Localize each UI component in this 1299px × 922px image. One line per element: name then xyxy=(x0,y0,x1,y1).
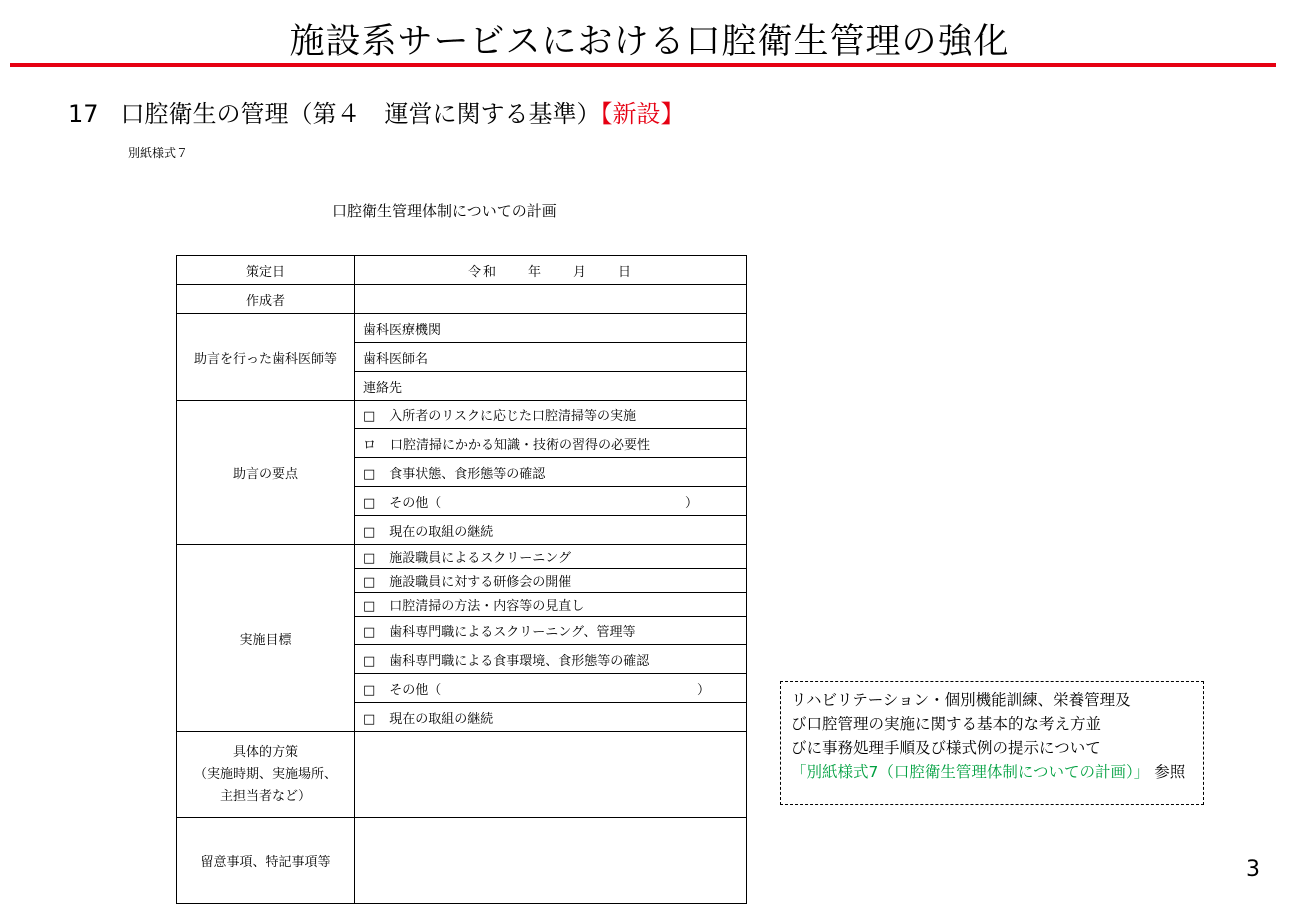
goal-option[interactable]: □ 歯科専門職によるスクリーニング、管理等 xyxy=(355,617,747,645)
checkbox-icon[interactable]: □ xyxy=(363,524,376,540)
advice-option-other[interactable]: □ その他（ ） xyxy=(355,487,747,516)
checkbox-icon[interactable]: □ xyxy=(363,409,376,424)
goal-option[interactable]: □ 施設職員に対する研修会の開催 xyxy=(355,569,747,593)
reference-link: 「別紙様式7（口腔衛生管理体制についての計画）」 xyxy=(791,763,1150,781)
checkbox-icon[interactable]: □ xyxy=(363,711,376,727)
table-row xyxy=(177,732,747,818)
title-underline xyxy=(10,63,1276,67)
table-row xyxy=(177,545,747,569)
goal-option[interactable]: □ 施設職員によるスクリーニング xyxy=(355,545,747,569)
checkbox-icon[interactable]: □ xyxy=(363,466,376,482)
goal-option[interactable]: □ 現在の取組の継続 xyxy=(355,703,747,732)
advice-option[interactable]: ロ 口腔清掃にかかる知識・技術の習得の必要性 xyxy=(355,429,747,458)
plan-form-table xyxy=(176,255,747,904)
table-row xyxy=(177,314,747,343)
reference-note: リハビリテーション・個別機能訓練、栄養管理及 び口腔管理の実施に関する基本的な考え方並 びに事務処理手順及び様式例の提示について 「別紙様式7（口腔衛生管理体制についての計画）」 参照 xyxy=(780,681,1204,805)
checkbox-icon[interactable]: ロ xyxy=(363,437,377,453)
section-heading xyxy=(68,94,685,129)
checkbox-icon[interactable]: □ xyxy=(363,625,376,640)
table-row xyxy=(177,285,747,314)
goals-label: 実施目標 xyxy=(177,545,355,732)
advice-option[interactable]: □ 現在の取組の継続 xyxy=(355,516,747,545)
section-heading-text: 口腔衛生の管理（第４ 運営に関する基準） xyxy=(120,100,601,128)
form-title: 口腔衛生管理体制についての計画 xyxy=(332,202,557,220)
advice-option[interactable]: □ 食事状態、食形態等の確認 xyxy=(355,458,747,487)
checkbox-icon[interactable]: □ xyxy=(363,495,376,511)
new-tag: 【新設】 xyxy=(600,100,685,128)
page-number: 3 xyxy=(1246,857,1260,882)
goal-option[interactable]: □ 口腔清掃の方法・内容等の見直し xyxy=(355,593,747,617)
checkbox-icon[interactable]: □ xyxy=(363,599,376,614)
date-label: 策定日 xyxy=(177,256,355,285)
advisor-label: 助言を行った歯科医師等 xyxy=(177,314,355,401)
advice-label: 助言の要点 xyxy=(177,401,355,545)
measures-label: 具体的方策 （実施時期、実施場所、 主担当者など） xyxy=(177,732,355,818)
measures-field[interactable] xyxy=(355,732,747,818)
advisor-contact-field[interactable]: 連絡先 xyxy=(355,372,747,401)
date-field[interactable] xyxy=(355,256,747,285)
author-label: 作成者 xyxy=(177,285,355,314)
advisor-dentist-field[interactable]: 歯科医師名 xyxy=(355,343,747,372)
document-number: 別紙様式７ xyxy=(128,146,189,160)
notes-label: 留意事項、特記事項等 xyxy=(177,818,355,904)
advisor-clinic-field[interactable]: 歯科医療機関 xyxy=(355,314,747,343)
date-value: 令和 年 月 日 xyxy=(467,264,633,280)
author-field[interactable] xyxy=(355,285,747,314)
checkbox-icon[interactable]: □ xyxy=(363,653,376,669)
checkbox-icon[interactable]: □ xyxy=(363,682,376,698)
advice-option[interactable]: □ 入所者のリスクに応じた口腔清掃等の実施 xyxy=(355,401,747,429)
table-row xyxy=(177,401,747,429)
table-row xyxy=(177,818,747,904)
page-title: 施設系サービスにおける口腔衛生管理の強化 xyxy=(289,22,1010,62)
checkbox-icon[interactable]: □ xyxy=(363,551,376,566)
goal-option[interactable]: □ 歯科専門職による食事環境、食形態等の確認 xyxy=(355,645,747,674)
notes-field[interactable] xyxy=(355,818,747,904)
checkbox-icon[interactable]: □ xyxy=(363,575,376,590)
table-row xyxy=(177,256,747,285)
section-number: 17 xyxy=(68,100,99,128)
goal-option-other[interactable]: □ その他（ ） xyxy=(355,674,747,703)
